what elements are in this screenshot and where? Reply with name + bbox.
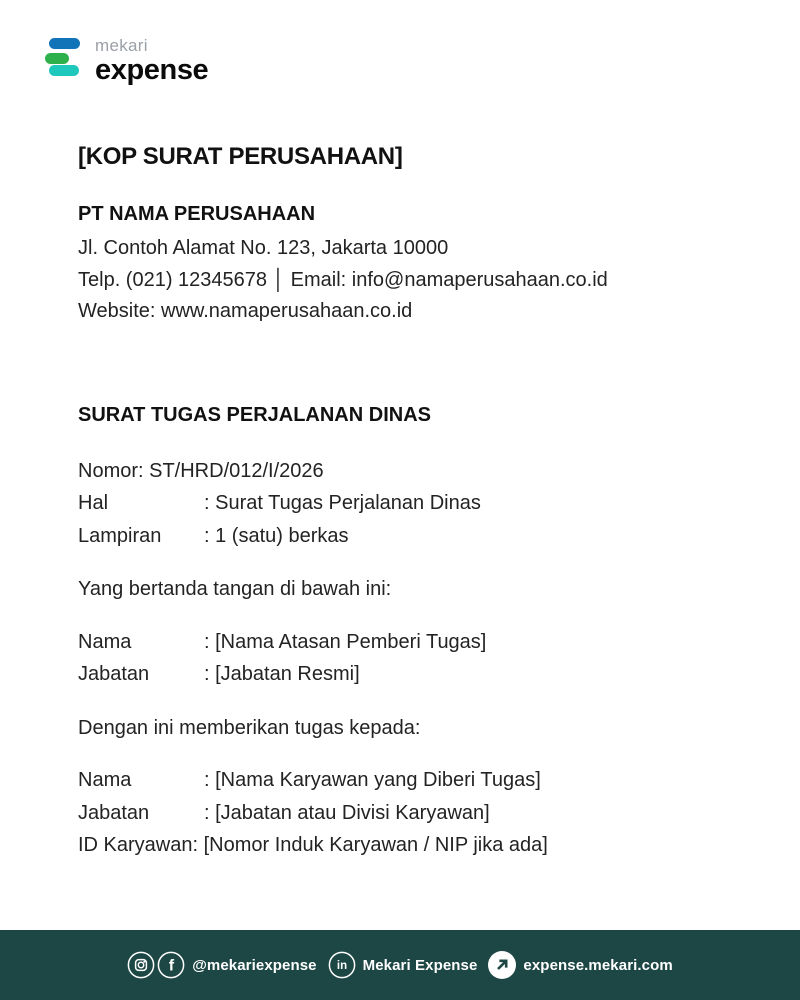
assignee-rows bbox=[78, 764, 738, 862]
footer-linkedin-text[interactable]: Mekari Expense bbox=[362, 956, 478, 974]
facebook-icon[interactable] bbox=[157, 951, 185, 979]
signer-row bbox=[78, 658, 738, 691]
assignee-row bbox=[78, 764, 738, 797]
logomark-bar-green bbox=[45, 53, 69, 64]
signer-row bbox=[78, 626, 738, 659]
assignee-id-line: ID Karyawan: [Nomor Induk Karyawan / NIP jika ada] bbox=[78, 834, 548, 856]
svg-text:in: in bbox=[336, 960, 347, 973]
company-contact-line: Telp. (021) 12345678 │ Email: info@namaperusahaan.co.id bbox=[78, 268, 608, 291]
assignee-row-label: Nama bbox=[78, 769, 132, 791]
signer-intro: Yang bertanda tangan di bawah ini: bbox=[78, 578, 392, 600]
company-name: PT NAMA PERUSAHAAN bbox=[78, 203, 316, 225]
assignee-intro: Dengan ini memberikan tugas kepada: bbox=[78, 716, 421, 739]
letter-number-line: Nomor: ST/HRD/012/I/2026 bbox=[78, 459, 324, 482]
footer-website-text[interactable]: expense.mekari.com bbox=[523, 956, 673, 974]
letter-meta-row bbox=[78, 487, 738, 520]
logomark-bar-teal bbox=[49, 65, 79, 76]
meta-row-label: Lampiran bbox=[78, 524, 162, 547]
footer-social-handle-text[interactable]: @mekariexpense bbox=[192, 956, 317, 974]
footer-website[interactable] bbox=[488, 951, 672, 979]
meta-row-label: Hal bbox=[78, 492, 109, 514]
letter-body bbox=[78, 0, 738, 862]
arrow-link-icon[interactable] bbox=[488, 951, 516, 979]
signer-rows bbox=[78, 626, 738, 691]
letter-title: SURAT TUGAS PERJALANAN DINAS bbox=[78, 403, 431, 426]
footer-social-handles[interactable] bbox=[127, 951, 316, 979]
assignee-row-label: Jabatan bbox=[78, 801, 150, 824]
company-website-line: Website: www.namaperusahaan.co.id bbox=[78, 300, 413, 322]
meta-row-value: : Surat Tugas Perjalanan Dinas bbox=[204, 492, 481, 514]
letter-meta-block bbox=[78, 455, 738, 553]
assignee-row-value: : [Nama Karyawan yang Diberi Tugas] bbox=[204, 769, 541, 791]
svg-text:f: f bbox=[168, 957, 175, 975]
footer-bar bbox=[0, 930, 800, 1000]
logomark-bar-blue bbox=[49, 38, 80, 49]
assignee-row-value: : [Jabatan atau Divisi Karyawan] bbox=[204, 801, 490, 824]
company-address-line: Jl. Contoh Alamat No. 123, Jakarta 10000 bbox=[78, 237, 449, 259]
logo-brand-name: mekari bbox=[95, 36, 148, 55]
instagram-icon[interactable] bbox=[127, 951, 155, 979]
assignee-row bbox=[78, 797, 738, 830]
signer-row-value: : [Nama Atasan Pemberi Tugas] bbox=[204, 630, 487, 653]
signer-row-label: Nama bbox=[78, 630, 132, 653]
linkedin-icon[interactable] bbox=[328, 951, 356, 979]
signer-row-label: Jabatan bbox=[78, 663, 150, 685]
footer-linkedin[interactable] bbox=[328, 951, 478, 979]
signer-row-value: : [Jabatan Resmi] bbox=[204, 663, 360, 685]
logo-product-name: expense bbox=[95, 54, 209, 86]
letterhead-placeholder: [KOP SURAT PERUSAHAAN] bbox=[78, 143, 403, 170]
meta-row-value: : 1 (satu) berkas bbox=[204, 524, 349, 547]
letter-meta-row bbox=[78, 520, 738, 553]
company-address-block bbox=[78, 233, 738, 328]
